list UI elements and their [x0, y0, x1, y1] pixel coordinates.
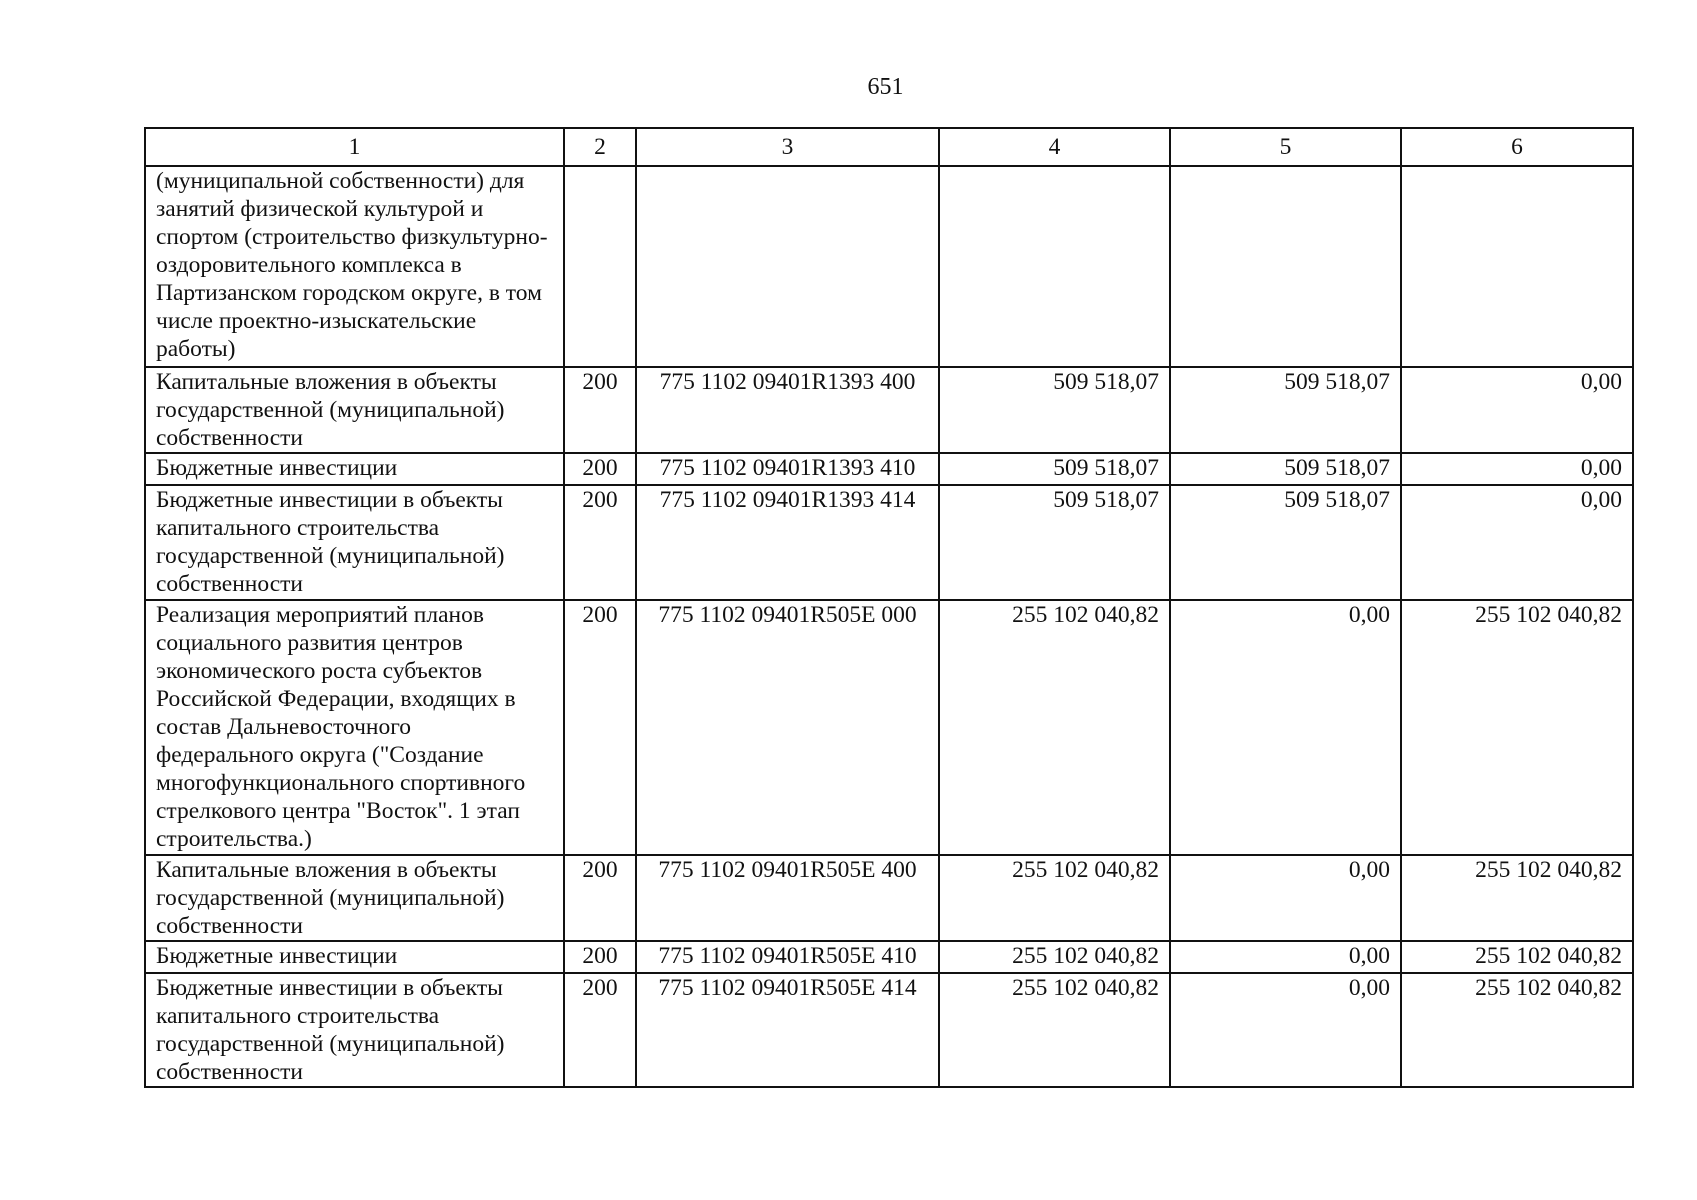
row-name-cell: Реализация мероприятий планов социального развития центров экономического роста субъектов Российской Федерации, входящих в состав Дальневосточного федерального округа ("Создание многофункционального спортивного стрелкового центра "Восток". 1 этап строительства.)	[145, 600, 564, 855]
row-col5-cell: 0,00	[1170, 973, 1401, 1087]
row-code-cell	[636, 166, 939, 367]
table-row	[145, 485, 1633, 600]
row-col4-cell: 255 102 040,82	[939, 941, 1170, 973]
row-col4-cell: 509 518,07	[939, 485, 1170, 600]
table-row	[145, 600, 1633, 855]
table-row	[145, 855, 1633, 941]
table-row	[145, 941, 1633, 973]
table-header-row	[145, 128, 1633, 166]
column-header-6: 6	[1401, 128, 1633, 166]
row-col5-cell: 509 518,07	[1170, 453, 1401, 485]
table-row	[145, 367, 1633, 453]
row-col5-cell	[1170, 166, 1401, 367]
row-col6-cell: 0,00	[1401, 453, 1633, 485]
budget-table	[144, 127, 1634, 1088]
page-number: 651	[867, 74, 904, 100]
row-col4-cell: 509 518,07	[939, 367, 1170, 453]
row-col4-cell: 509 518,07	[939, 453, 1170, 485]
row-col5-cell: 0,00	[1170, 600, 1401, 855]
row-col2-cell: 200	[564, 600, 636, 855]
table-row	[145, 166, 1633, 367]
row-col2-cell: 200	[564, 453, 636, 485]
column-header-3: 3	[636, 128, 939, 166]
column-header-1: 1	[145, 128, 564, 166]
column-header-4: 4	[939, 128, 1170, 166]
row-name-cell: Бюджетные инвестиции в объекты капитального строительства государственной (муниципальной) собственности	[145, 973, 564, 1087]
row-code-cell: 775 1102 09401R1393 400	[636, 367, 939, 453]
row-name-cell: Бюджетные инвестиции	[145, 453, 564, 485]
row-col2-cell	[564, 166, 636, 367]
column-header-2: 2	[564, 128, 636, 166]
table-row	[145, 453, 1633, 485]
row-col6-cell: 0,00	[1401, 485, 1633, 600]
row-code-cell: 775 1102 09401R505E 410	[636, 941, 939, 973]
row-code-cell: 775 1102 09401R505E 000	[636, 600, 939, 855]
row-col2-cell: 200	[564, 367, 636, 453]
row-col2-cell: 200	[564, 941, 636, 973]
row-name-cell: Капитальные вложения в объекты государственной (муниципальной) собственности	[145, 855, 564, 941]
row-name-cell: Бюджетные инвестиции в объекты капитального строительства государственной (муниципальной) собственности	[145, 485, 564, 600]
row-code-cell: 775 1102 09401R1393 414	[636, 485, 939, 600]
row-col5-cell: 0,00	[1170, 855, 1401, 941]
row-col6-cell: 255 102 040,82	[1401, 973, 1633, 1087]
row-code-cell: 775 1102 09401R1393 410	[636, 453, 939, 485]
row-name-cell: Бюджетные инвестиции	[145, 941, 564, 973]
table-row	[145, 973, 1633, 1087]
row-code-cell: 775 1102 09401R505E 400	[636, 855, 939, 941]
row-col6-cell: 255 102 040,82	[1401, 941, 1633, 973]
row-col2-cell: 200	[564, 855, 636, 941]
row-col5-cell: 509 518,07	[1170, 367, 1401, 453]
row-col2-cell: 200	[564, 485, 636, 600]
row-col6-cell: 255 102 040,82	[1401, 600, 1633, 855]
column-header-5: 5	[1170, 128, 1401, 166]
row-col4-cell: 255 102 040,82	[939, 855, 1170, 941]
row-code-cell: 775 1102 09401R505E 414	[636, 973, 939, 1087]
row-col6-cell: 0,00	[1401, 367, 1633, 453]
row-col4-cell: 255 102 040,82	[939, 600, 1170, 855]
row-col2-cell: 200	[564, 973, 636, 1087]
row-col4-cell: 255 102 040,82	[939, 973, 1170, 1087]
row-col6-cell: 255 102 040,82	[1401, 855, 1633, 941]
row-col5-cell: 0,00	[1170, 941, 1401, 973]
row-name-cell: Капитальные вложения в объекты государственной (муниципальной) собственности	[145, 367, 564, 453]
row-col5-cell: 509 518,07	[1170, 485, 1401, 600]
row-col6-cell	[1401, 166, 1633, 367]
row-col4-cell	[939, 166, 1170, 367]
row-name-cell: (муниципальной собственности) для занятий физической культурой и спортом (строительство физкультурно-оздоровительного комплекса в Партизанском городском округе, в том числе проектно-изыскательские работы)	[145, 166, 564, 367]
